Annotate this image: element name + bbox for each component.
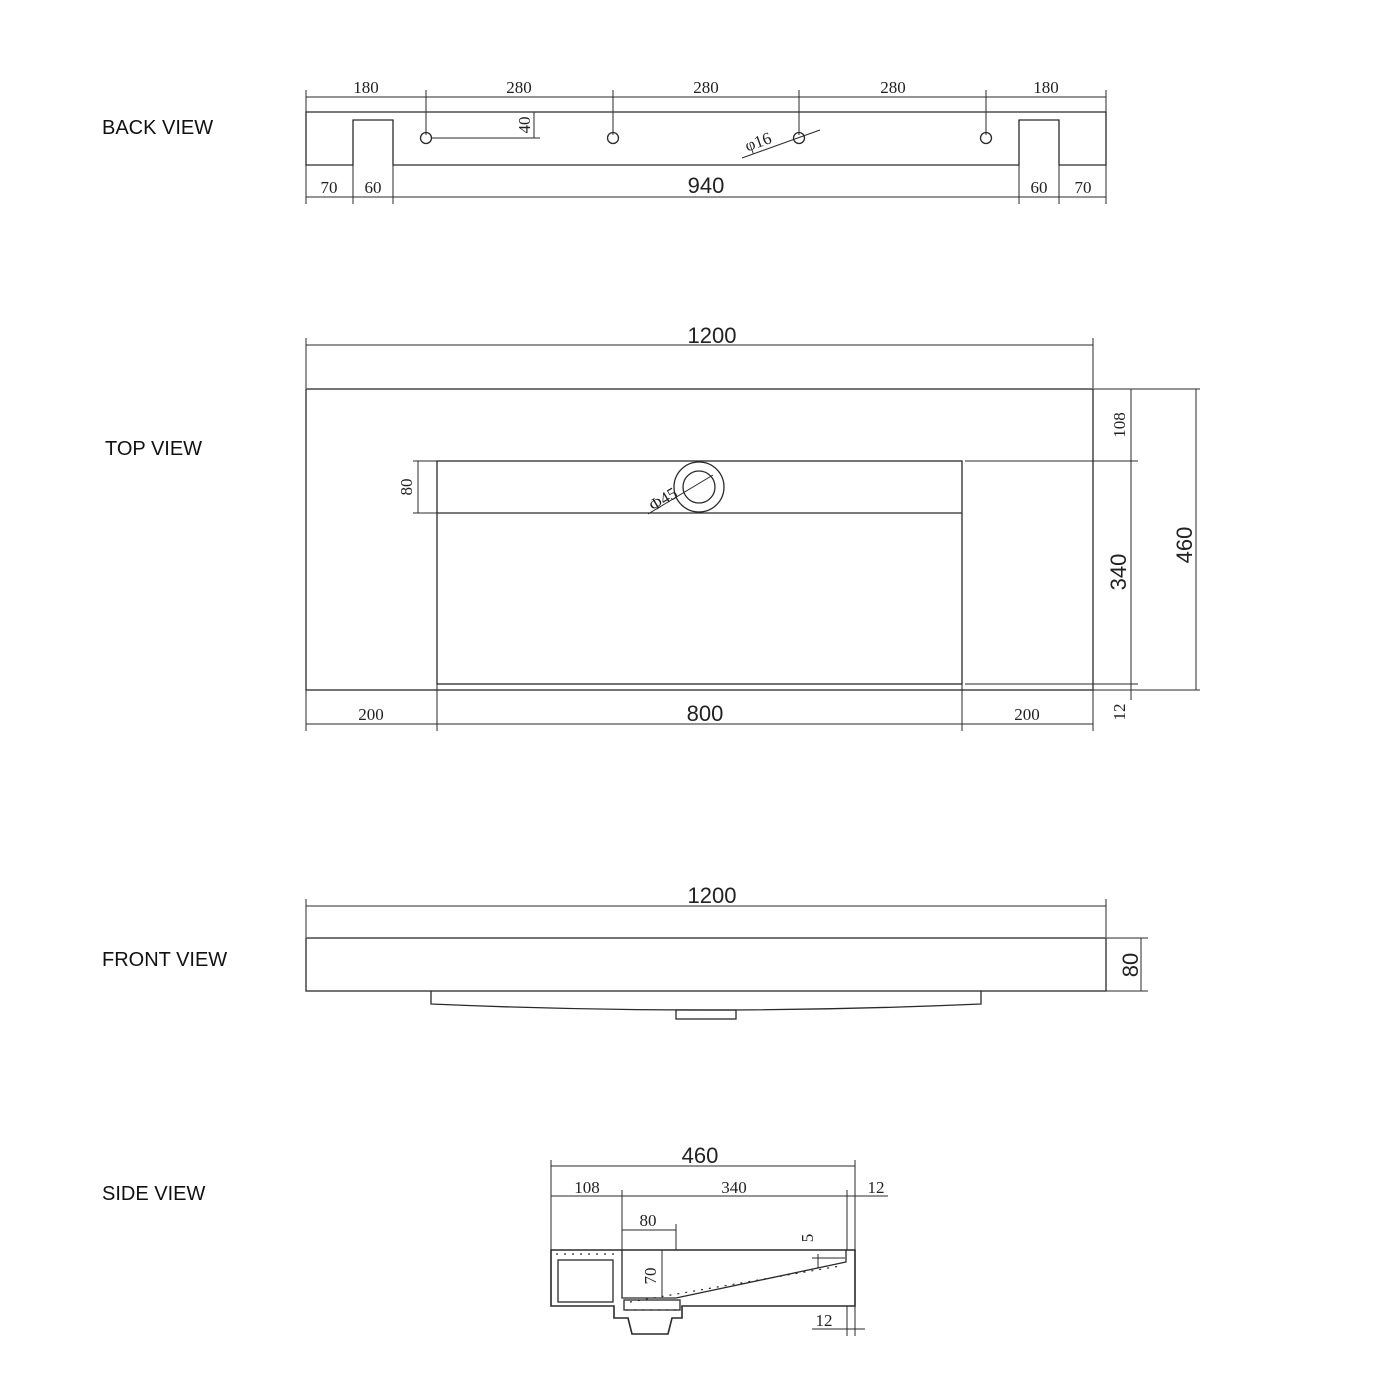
front-dim-height: 80 xyxy=(1118,952,1143,978)
top-dim-basin-width: 800 xyxy=(686,701,724,726)
drain-outlet xyxy=(676,1010,736,1019)
back-dim-bot-3: 940 xyxy=(687,173,725,198)
back-dim-top-4: 280 xyxy=(880,78,906,97)
drain-outer-icon xyxy=(674,462,724,512)
side-dim-bottom: 12 xyxy=(815,1311,833,1330)
back-dim-bot-4: 60 xyxy=(1030,178,1048,197)
front-view-title: FRONT VIEW xyxy=(102,949,228,971)
top-dim-basin-depth: 340 xyxy=(1106,553,1131,591)
top-dim-total-depth: 460 xyxy=(1172,526,1197,564)
side-dim-ledge-h: 70 xyxy=(641,1267,660,1285)
side-dim-total: 460 xyxy=(681,1143,719,1168)
top-dim-drain-dia: Φ45 xyxy=(645,483,681,516)
side-dim-ledge: 80 xyxy=(639,1211,657,1230)
front-dim-width: 1200 xyxy=(687,883,737,908)
top-dim-width: 1200 xyxy=(687,323,737,348)
side-dim-b: 340 xyxy=(721,1178,747,1197)
side-view xyxy=(102,1143,888,1336)
back-dim-top-1: 180 xyxy=(353,78,379,97)
top-dim-right: 200 xyxy=(1014,705,1040,724)
drain-inner-icon xyxy=(683,471,715,503)
back-dim-top-5: 180 xyxy=(1033,78,1059,97)
back-dim-hole-dia: φ16 xyxy=(742,128,774,156)
back-view xyxy=(102,78,1106,204)
back-dim-top-3: 280 xyxy=(693,78,719,97)
back-view-title: BACK VIEW xyxy=(102,117,214,139)
side-dim-slope: 5 xyxy=(798,1233,817,1243)
top-dim-left: 200 xyxy=(358,705,384,724)
top-view-title: TOP VIEW xyxy=(105,438,203,460)
top-view-outline xyxy=(306,389,1093,690)
front-view xyxy=(102,883,1148,1019)
back-dim-bot-1: 70 xyxy=(320,178,338,197)
side-view-title: SIDE VIEW xyxy=(102,1183,206,1205)
top-view xyxy=(105,323,1200,731)
back-dim-bot-2: 60 xyxy=(364,178,382,197)
side-dim-c: 12 xyxy=(867,1178,885,1197)
basin-outline xyxy=(437,461,962,684)
back-dim-bot-5: 70 xyxy=(1074,178,1092,197)
front-view-outline xyxy=(306,938,1106,991)
back-dim-top-2: 280 xyxy=(506,78,532,97)
basin-bowl-outline xyxy=(431,991,981,1010)
top-dim-front-lip: 12 xyxy=(1110,703,1129,721)
side-dim-a: 108 xyxy=(574,1178,600,1197)
top-dim-back-depth: 108 xyxy=(1110,412,1129,438)
back-dim-hole-offset: 40 xyxy=(515,116,534,134)
top-dim-ledge: 80 xyxy=(397,478,416,496)
